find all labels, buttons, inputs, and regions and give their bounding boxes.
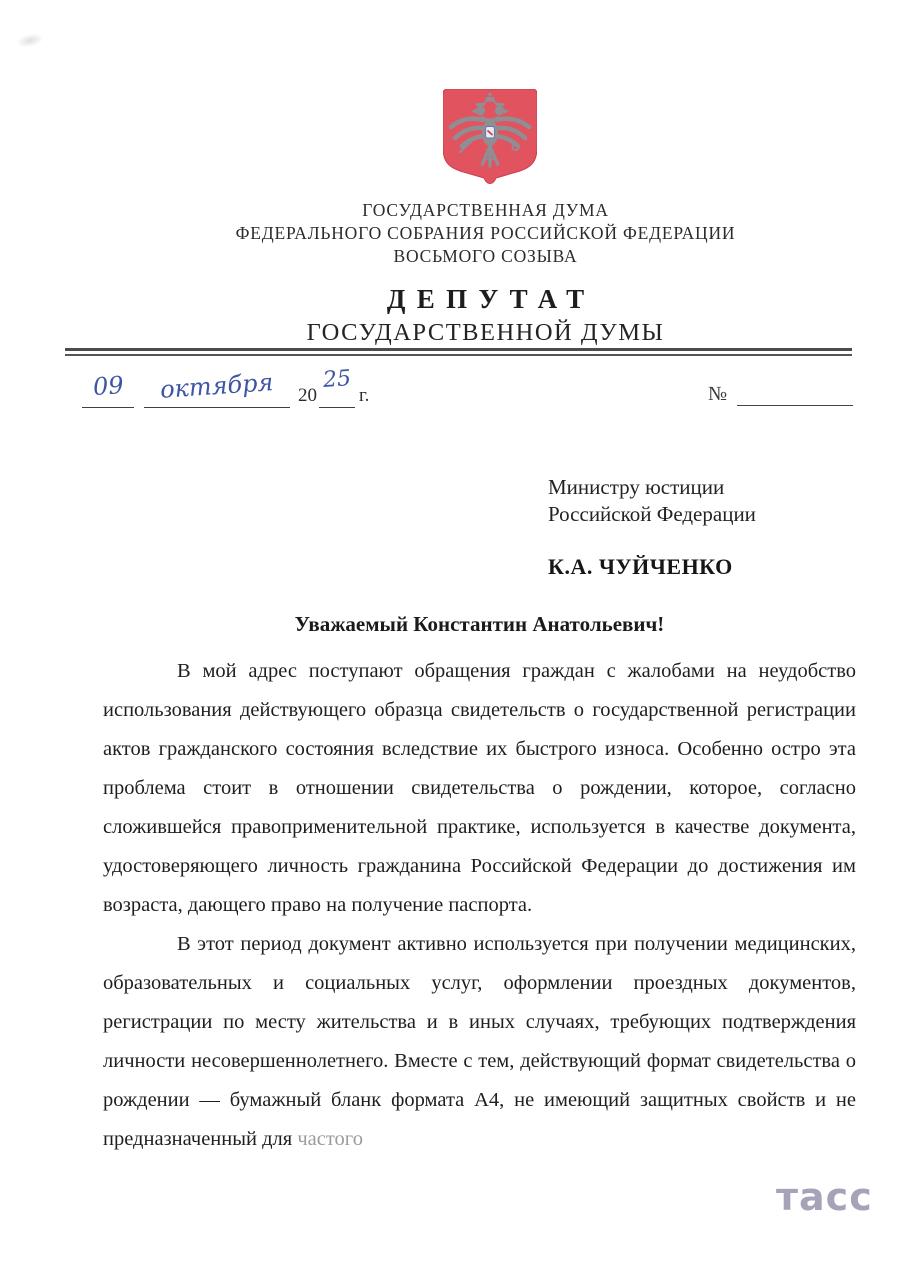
number-label: № [708,383,728,405]
number-blank [737,369,853,406]
date-day-blank [82,369,134,408]
body-paragraph-2-main: В этот период документ активно используется при получении медицинских, образовательных и социальных услуг, оформлении проездных документов, регистрации по месту жительства и в иных случаях, требующих подтверждения личности несовершеннолетнего. Вместе с тем, действующий формат свидетельства о рождении — бумажный бланк формата А4, не имеющий защитных свойств и не предназначенный для [103,933,856,1150]
handwritten-day: 09 [91,370,125,402]
org-name-line2: ФЕДЕРАЛЬНОГО СОБРАНИЯ РОССИЙСКОЙ ФЕДЕРАЦИИ [235,223,736,243]
date-year-blank [319,366,355,408]
scan-smudge [15,31,45,50]
letterhead-subtitle: ГОСУДАРСТВЕННОЙ ДУМЫ [306,319,665,346]
date-line [82,366,369,408]
salutation: Уважаемый Константин Анатольевич! [294,612,665,636]
addressee-line2: Российской Федерации [548,502,756,526]
org-name-line1: ГОСУДАРСТВЕННАЯ ДУМА [362,200,609,220]
org-name-line3: ВОСЬМОГО СОЗЫВА [393,246,578,266]
year-prefix: 20 [298,385,317,406]
tass-watermark: тасс [776,1175,873,1219]
letterhead-divider-rule [65,348,852,356]
addressee-block [548,474,756,580]
handwritten-month: октября [159,368,275,404]
date-month-blank [144,369,290,408]
document-number-line [708,366,853,406]
body-paragraph-1: В мой адрес поступают обращения граждан с жалобами на неудобство использования действующего образца свидетельств о государственной регистрации актов гражданского состояния вследствие их быстрого износа. Особенно остро эта проблема стоит в отношении свидетельства о рождении, которое, согласно сложившейся правоприменительной практике, используется в качестве документа, удостоверяющего личность гражданина Российской Федерации до достижения им возраста, дающего право на получение паспорта. [103,660,856,916]
body-paragraph-2-faded-word: частого [297,1128,363,1150]
russian-coat-of-arms-icon [443,89,537,187]
body-paragraph-2 [103,925,856,1159]
addressee-line1: Министру юстиции [548,475,725,499]
year-suffix: г. [359,385,370,406]
letterhead [33,199,905,347]
letter-body [103,652,856,1159]
addressee-name: К.А. ЧУЙЧЕНКО [548,554,733,579]
letterhead-title: ДЕПУТАТ [386,284,596,314]
handwritten-year: 25 [322,366,352,393]
